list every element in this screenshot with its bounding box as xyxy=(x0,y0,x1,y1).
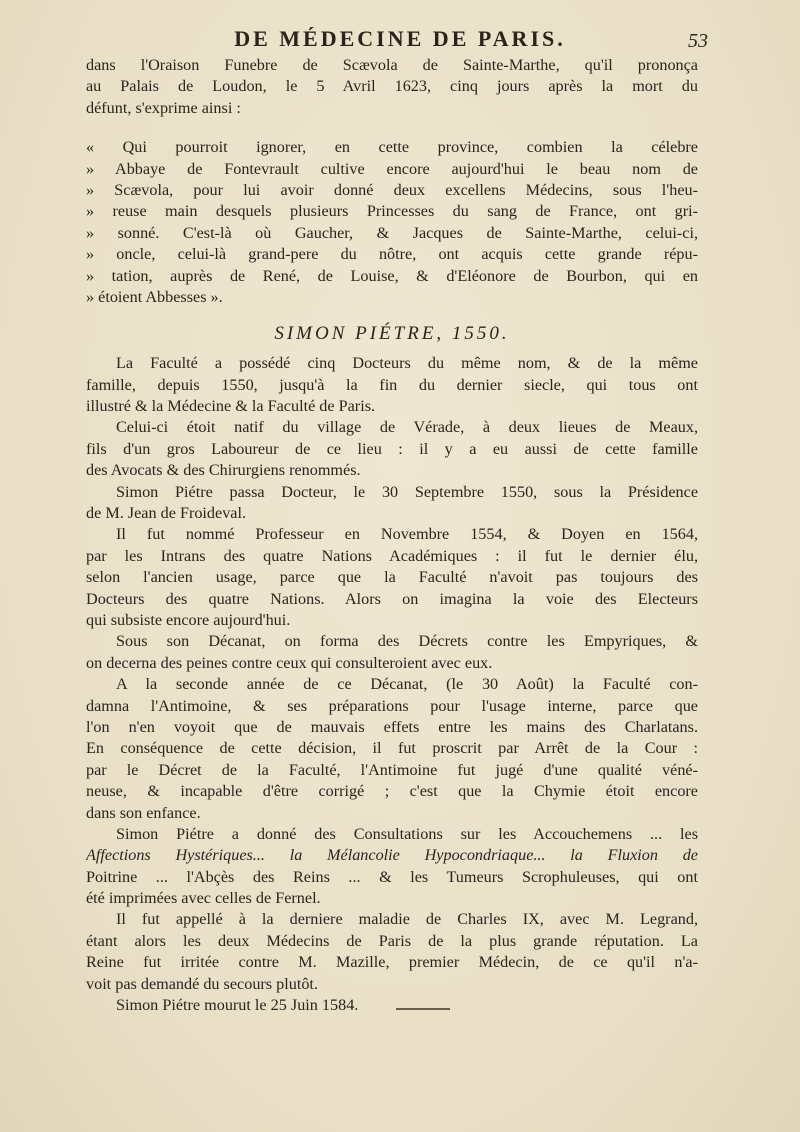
paragraph xyxy=(86,524,698,631)
page-body xyxy=(86,55,698,1016)
section-title: SIMON PIÉTRE, 1550. xyxy=(274,323,510,345)
text-line: étant alors les deux Médecins de Paris de la plus grande réputation. La xyxy=(86,931,698,950)
text-line: fils d'un gros Laboureur de ce lieu : il y a eu aussi de cette famille xyxy=(86,439,698,458)
text-line: Simon Piétre passa Docteur, le 30 Septembre 1550, sous la Présidence xyxy=(116,482,698,501)
text-line: dans son enfance. xyxy=(86,803,201,822)
page-header xyxy=(0,26,800,56)
paragraph xyxy=(86,824,698,910)
quote-line: » Abbaye de Fontevrault cultive encore aujourd'hui le beau nom de xyxy=(86,159,698,178)
intro-paragraph xyxy=(86,55,698,119)
paragraph xyxy=(86,482,698,525)
paragraph xyxy=(86,417,698,481)
text-line: défunt, s'exprime ainsi : xyxy=(86,98,241,117)
text-line: par le Décret de la Faculté, l'Antimoine fut jugé d'une qualité véné- xyxy=(86,760,698,779)
quote-line: » étoient Abbesses ». xyxy=(86,287,223,306)
text-line: selon l'ancien usage, parce que la Faculté n'avoit pas toujours des xyxy=(86,568,698,587)
text-line: au Palais de Loudon, le 5 Avril 1623, cinq jours après la mort du xyxy=(86,77,698,96)
text-line: Poitrine ... l'Abçès des Reins ... & les Tumeurs Scrophuleuses, qui ont xyxy=(86,867,698,886)
text-line: l'on n'en voyoit que de mauvais effets entre les mains des Charlatans. xyxy=(86,717,698,736)
quote-line: » tation, auprès de René, de Louise, & d'Eléonore de Bourbon, qui en xyxy=(86,266,698,285)
quote-line: « Qui pourroit ignorer, en cette province, combien la célebre xyxy=(86,138,698,157)
text-line: illustré & la Médecine & la Faculté de Paris. xyxy=(86,397,376,416)
text-line: neuse, & incapable d'être corrigé ; c'est que la Chymie étoit encore xyxy=(86,782,698,801)
quote-line: » reuse main desquels plusieurs Princesses du sang de France, ont gri- xyxy=(86,202,698,221)
text-line: dans l'Oraison Funebre de Scævola de Sainte-Marthe, qu'il prononça xyxy=(86,56,698,74)
paragraph xyxy=(86,631,698,674)
paragraph xyxy=(86,995,698,1016)
text-line: qui subsiste encore aujourd'hui. xyxy=(86,610,291,629)
text-line: voit pas demandé du secours plutôt. xyxy=(86,974,318,993)
text-line: Celui-ci étoit natif du village de Vérade, à deux lieues de Meaux, xyxy=(116,418,698,437)
text-line: Simon Piétre mourut le 25 Juin 1584. xyxy=(116,996,359,1015)
paragraph xyxy=(86,909,698,995)
paragraph xyxy=(86,674,698,824)
text-line: Il fut appellé à la derniere maladie de Charles IX, avec M. Legrand, xyxy=(116,910,698,929)
quote-line: » sonné. C'est-là où Gaucher, & Jacques de Sainte-Marthe, celui-ci, xyxy=(86,223,698,242)
text-line: de M. Jean de Froideval. xyxy=(86,504,247,523)
text-line: on decerna des peines contre ceux qui consulteroient avec eux. xyxy=(86,653,493,672)
text-line: par les Intrans des quatre Nations Académiques : il fut le dernier élu, xyxy=(86,546,698,565)
text-line: damna l'Antimoine, & ses préparations pour l'usage interne, parce que xyxy=(86,696,698,715)
running-title: DE MÉDECINE DE PARIS. xyxy=(234,26,566,51)
text-line: Sous son Décanat, on forma des Décrets contre les Empyriques, & xyxy=(116,632,698,651)
text-line: Docteurs des quatre Nations. Alors on imagina la voie des Electeurs xyxy=(86,589,698,608)
text-line: Simon Piétre a donné des Consultations sur les Accouchemens ... les xyxy=(116,824,698,843)
quote-line: » oncle, celui-là grand-pere du nôtre, ont acquis cette grande répu- xyxy=(86,245,698,264)
quote-line: » Scævola, pour lui avoir donné deux excellens Médecins, sous l'heu- xyxy=(86,180,698,199)
text-line: Il fut nommé Professeur en Novembre 1554, & Doyen en 1564, xyxy=(116,525,698,544)
text-line: A la seconde année de ce Décanat, (le 30 Août) la Faculté con- xyxy=(116,675,698,694)
text-line: été imprimées avec celles de Fernel. xyxy=(86,889,321,908)
text-line: En conséquence de cette décision, il fut proscrit par Arrêt de la Cour : xyxy=(86,739,698,758)
quotation-block xyxy=(86,137,698,308)
end-rule xyxy=(396,1008,450,1010)
text-line: Affections Hystériques... la Mélancolie Hypocondriaque... la Fluxion de xyxy=(86,846,698,865)
page-number: 53 xyxy=(688,30,708,52)
text-line: Reine fut irritée contre M. Mazille, premier Médecin, de ce qu'il n'a- xyxy=(86,953,698,972)
text-line: des Avocats & des Chirurgiens renommés. xyxy=(86,461,361,480)
text-line: La Faculté a possédé cinq Docteurs du même nom, & de la même xyxy=(116,354,698,373)
paragraph xyxy=(86,353,698,417)
text-line: famille, depuis 1550, jusqu'à la fin du dernier siecle, qui tous ont xyxy=(86,375,698,394)
